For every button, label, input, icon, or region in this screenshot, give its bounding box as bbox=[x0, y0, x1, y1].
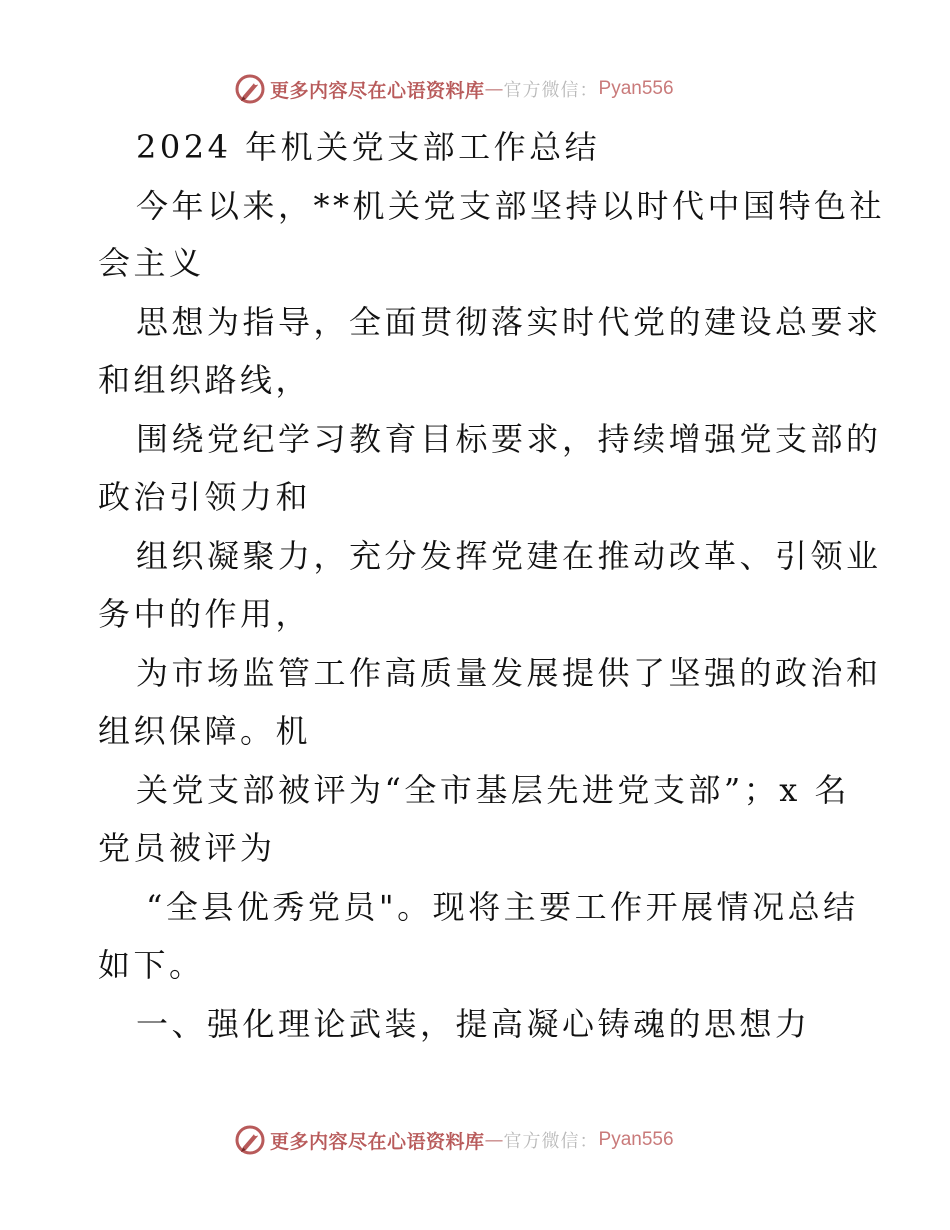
watermark-banner-top bbox=[234, 72, 674, 106]
body-line: 为市场监管工作高质量发展提供了坚强的政治和 bbox=[136, 654, 882, 692]
body-line: 如下。 bbox=[98, 946, 205, 984]
body-line: 关党支部被评为“全市基层先进党支部”；x 名 bbox=[136, 771, 850, 809]
body-line: 会主义 bbox=[98, 244, 205, 282]
banner-text: 更多内容尽在心语资料库 bbox=[270, 1130, 485, 1153]
body-line: 思想为指导，全面贯彻落实时代党的建设总要求 bbox=[136, 303, 882, 341]
body-line: “全县优秀党员"。现将主要工作开展情况总结 bbox=[146, 888, 859, 926]
body-line: 组织保障。机 bbox=[98, 712, 312, 750]
body-line: 今年以来，**机关党支部坚持以时代中国特色社 bbox=[136, 187, 886, 225]
banner-wechat-label: 官方微信： bbox=[503, 80, 599, 101]
pen-logo-icon bbox=[234, 1124, 266, 1156]
body-line: 和组织路线， bbox=[98, 361, 312, 399]
banner-separator: — bbox=[484, 78, 504, 100]
banner-wechat-id: Pyan556 bbox=[598, 78, 674, 99]
body-line: 党员被评为 bbox=[98, 829, 276, 867]
body-line: 政治引领力和 bbox=[98, 478, 312, 516]
banner-separator: — bbox=[484, 1129, 504, 1151]
section-heading: 一、强化理论武装，提高凝心铸魂的思想力 bbox=[136, 1005, 811, 1043]
pen-logo-icon bbox=[234, 73, 266, 105]
banner-text: 更多内容尽在心语资料库 bbox=[270, 79, 485, 102]
body-line: 组织凝聚力，充分发挥党建在推动改革、引领业 bbox=[136, 537, 882, 575]
banner-wechat-label: 官方微信： bbox=[503, 1131, 599, 1152]
watermark-banner-bottom bbox=[234, 1123, 674, 1157]
body-line: 围绕党纪学习教育目标要求，持续增强党支部的 bbox=[136, 420, 882, 458]
banner-wechat-id: Pyan556 bbox=[598, 1129, 674, 1150]
body-line: 务中的作用， bbox=[98, 595, 312, 633]
document-title: 2024 年机关党支部工作总结 bbox=[136, 128, 601, 166]
